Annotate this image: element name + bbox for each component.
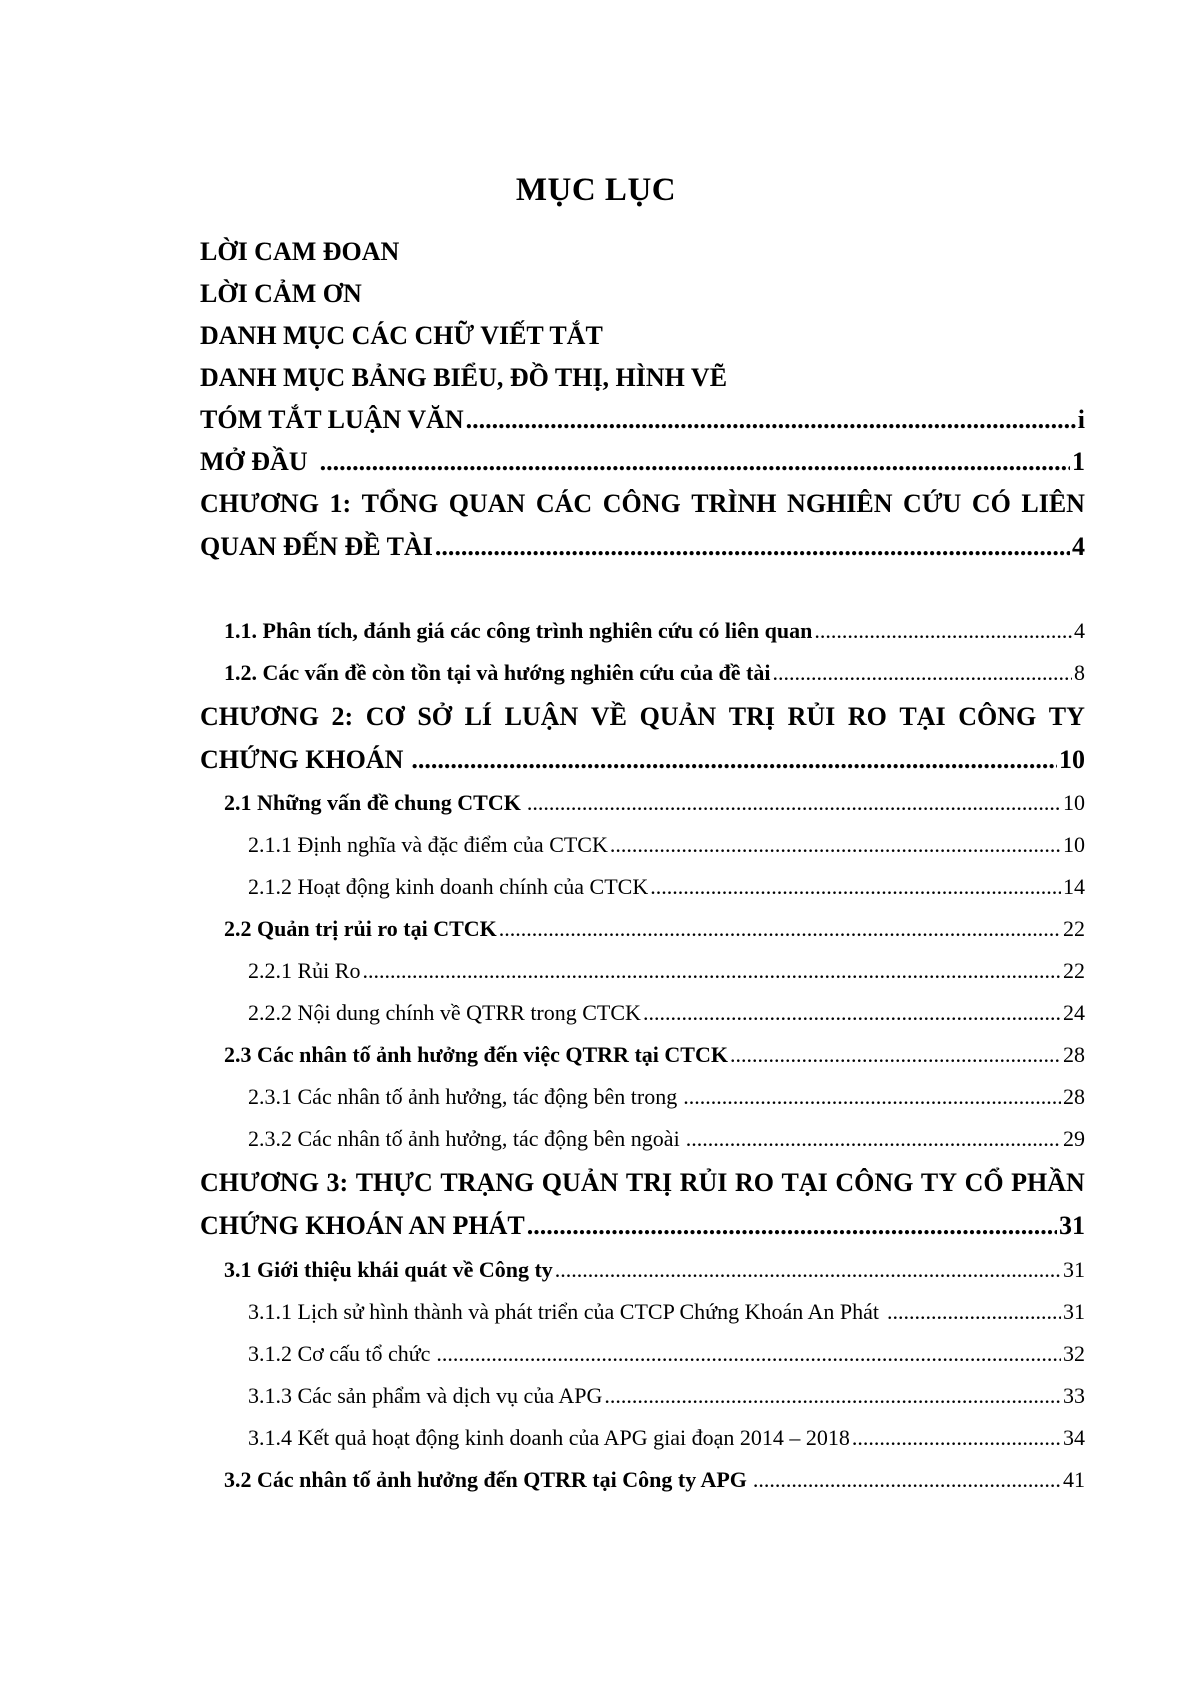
dot-leader	[610, 830, 1061, 860]
toc-section-3-2[interactable]	[224, 1465, 1085, 1495]
dot-leader	[814, 616, 1072, 646]
toc-page-number: 1	[1072, 447, 1085, 476]
dot-leader	[650, 872, 1061, 902]
dot-leader	[499, 914, 1061, 944]
toc-section-3-1[interactable]	[224, 1255, 1085, 1285]
word: CHƯƠNG	[200, 702, 319, 731]
toc-page-number: 10	[1063, 790, 1085, 815]
toc-section-2-3[interactable]	[224, 1040, 1085, 1070]
toc-entry-label: 1.1. Phân tích, đánh giá các công trình nghiên cứu có liên quan	[224, 618, 813, 643]
word: LÍ	[464, 702, 493, 731]
toc-page-number: 31	[1063, 1299, 1085, 1324]
toc-section-2-1[interactable]	[224, 788, 1085, 818]
toc-page-number: 32	[1063, 1341, 1085, 1366]
toc-chapter2-line2[interactable]	[200, 743, 1085, 777]
toc-subsection-2-3-1[interactable]	[248, 1082, 1085, 1112]
toc-entry-label: 3.1.3 Các sản phẩm và dịch vụ của APG	[248, 1383, 603, 1408]
word: VỀ	[590, 702, 628, 731]
toc-page-number: 22	[1063, 916, 1085, 941]
toc-entry-label: LỜI CAM ĐOAN	[200, 237, 400, 266]
toc-page-number: 4	[1074, 618, 1085, 643]
toc-page-number: 31	[1063, 1257, 1085, 1282]
toc-entry-label: 2.3.2 Các nhân tố ảnh hưởng, tác động bên ngoài	[248, 1126, 680, 1151]
toc-entry-label: 2.1.2 Hoạt động kinh doanh chính của CTCK	[248, 874, 649, 899]
page-title: MỤC LỤC	[515, 172, 677, 208]
dot-leader	[753, 1465, 1061, 1495]
toc-page-number: 31	[1059, 1211, 1085, 1240]
toc-chapter1-line2[interactable]	[200, 530, 1085, 564]
toc-entry-label: 2.3.1 Các nhân tố ảnh hưởng, tác động bên trong	[248, 1084, 678, 1109]
word: CÁC	[535, 489, 593, 518]
toc-entry-label: 3.2 Các nhân tố ảnh hưởng đến QTRR tại Công ty APG	[224, 1467, 747, 1492]
word: CÓ	[971, 489, 1011, 518]
dot-leader	[852, 1423, 1061, 1453]
dot-leader	[466, 403, 1076, 437]
toc-entry-label: 2.1.1 Định nghĩa và đặc điểm của CTCK	[248, 832, 608, 857]
toc-entry-label: 2.2.2 Nội dung chính về QTRR trong CTCK	[248, 1000, 641, 1025]
word: PHẦN	[1011, 1168, 1085, 1197]
toc-page-number: 10	[1063, 832, 1085, 857]
dot-leader	[527, 1209, 1057, 1243]
dot-leader	[435, 530, 1070, 564]
word: LIÊN	[1021, 489, 1085, 518]
toc-subsection-3-1-3[interactable]	[248, 1381, 1085, 1411]
dot-leader	[320, 445, 1070, 479]
toc-entry-label: 3.1.4 Kết quả hoạt động kinh doanh của APG giai đoạn 2014 – 2018	[248, 1425, 850, 1450]
word: CHƯƠNG	[200, 489, 319, 518]
word: CHƯƠNG	[200, 1168, 319, 1197]
toc-chapter1-line1[interactable]	[200, 487, 1085, 521]
toc-page-number: 24	[1063, 1000, 1085, 1025]
word: LUẬN	[504, 702, 579, 731]
toc-entry-label: TÓM TẮT LUẬN VĂN	[200, 405, 464, 434]
toc-entry-label: 3.1.1 Lịch sử hình thành và phát triển của CTCP Chứng Khoán An Phát	[248, 1299, 880, 1324]
word: TẠI	[899, 702, 946, 731]
dot-leader	[686, 1124, 1061, 1154]
toc-entry-thanks[interactable]	[200, 277, 1085, 311]
toc-entry-label: CHỨNG KHOÁN AN PHÁT	[200, 1211, 525, 1240]
word: CỔ	[964, 1168, 1004, 1197]
toc-subsection-2-2-1[interactable]	[248, 956, 1085, 986]
toc-entry-label: DANH MỤC BẢNG BIỂU, ĐỒ THỊ, HÌNH VẼ	[200, 363, 728, 392]
word: QUAN	[448, 489, 526, 518]
toc-subsection-3-1-4[interactable]	[248, 1423, 1085, 1453]
toc-entry-label: MỞ ĐẦU	[200, 447, 308, 476]
word: TRẠNG	[440, 1168, 535, 1197]
word: TRỊ	[728, 702, 775, 731]
toc-entry-label: 3.1.2 Cơ cấu tổ chức	[248, 1341, 431, 1366]
word: THỰC	[355, 1168, 433, 1197]
toc-subsection-2-1-2[interactable]	[248, 872, 1085, 902]
toc-entry-summary[interactable]	[200, 403, 1085, 437]
word: TY	[920, 1168, 958, 1197]
word: RO	[847, 702, 887, 731]
word: CÔNG	[958, 702, 1037, 731]
word: QUẢN	[541, 1168, 619, 1197]
word: RỦI	[787, 702, 836, 731]
dot-leader	[555, 1255, 1061, 1285]
toc-entry-label: 2.2 Quản trị rủi ro tại CTCK	[224, 916, 497, 941]
word: 2:	[331, 702, 354, 731]
word: CỨU	[903, 489, 962, 518]
dot-leader	[436, 1339, 1061, 1369]
word: 1:	[329, 489, 352, 518]
word: 3:	[326, 1168, 349, 1197]
toc-page-number: 10	[1059, 745, 1085, 774]
toc-entry-label: DANH MỤC CÁC CHỮ VIẾT TẮT	[200, 321, 603, 350]
toc-chapter3-line2[interactable]	[200, 1209, 1085, 1243]
toc-entry-tables-figures[interactable]	[200, 361, 1085, 395]
toc-entry-abbreviations[interactable]	[200, 319, 1085, 353]
dot-leader	[527, 788, 1061, 818]
toc-subsection-3-1-1[interactable]	[248, 1297, 1085, 1327]
toc-entry-label: 2.2.1 Rủi Ro	[248, 958, 361, 983]
word: RỦI	[679, 1168, 728, 1197]
toc-page-number: 8	[1074, 660, 1085, 685]
toc-page-number: 29	[1063, 1126, 1085, 1151]
toc-entry-label: LỜI CẢM ƠN	[200, 279, 362, 308]
toc-page-number: 34	[1063, 1425, 1085, 1450]
toc-chapter2-line1[interactable]	[200, 700, 1085, 734]
toc-entry-label: 2.1 Những vấn đề chung CTCK	[224, 790, 521, 815]
toc-page-number: 28	[1063, 1042, 1085, 1067]
toc-page-number: 4	[1072, 532, 1085, 561]
word: TY	[1048, 702, 1085, 731]
toc-page-number: 41	[1063, 1467, 1085, 1492]
word: TRÌNH	[691, 489, 777, 518]
toc-section-1-2[interactable]	[224, 658, 1085, 688]
dot-leader	[683, 1082, 1061, 1112]
toc-entry-label: 2.3 Các nhân tố ảnh hưởng đến việc QTRR tại CTCK	[224, 1042, 728, 1067]
toc-page-number: 22	[1063, 958, 1085, 983]
toc-page-number: 14	[1063, 874, 1085, 899]
toc-subsection-2-3-2[interactable]	[248, 1124, 1085, 1154]
dot-leader	[411, 743, 1057, 777]
word: TỔNG	[361, 489, 439, 518]
word: SỞ	[417, 702, 453, 731]
dot-leader	[772, 658, 1072, 688]
toc-section-2-2[interactable]	[224, 914, 1085, 944]
word: TẠI	[781, 1168, 828, 1197]
dot-leader	[730, 1040, 1061, 1070]
toc-chapter3-line1[interactable]	[200, 1166, 1085, 1200]
dot-leader	[604, 1381, 1061, 1411]
word: CÔNG	[835, 1168, 914, 1197]
dot-leader	[887, 1297, 1061, 1327]
dot-leader	[362, 956, 1061, 986]
toc-page-number: 28	[1063, 1084, 1085, 1109]
toc-page-number: 33	[1063, 1383, 1085, 1408]
toc-entry-intro[interactable]	[200, 445, 1085, 479]
toc-section-1-1[interactable]	[224, 616, 1085, 646]
word: CÔNG	[602, 489, 681, 518]
word: QUẢN	[639, 702, 717, 731]
toc-entry-label: 1.2. Các vấn đề còn tồn tại và hướng nghiên cứu của đề tài	[224, 660, 771, 685]
toc-entry-label: CHỨNG KHOÁN	[200, 745, 404, 774]
toc-entry-label: 3.1 Giới thiệu khái quát về Công ty	[224, 1257, 553, 1282]
toc-subsection-2-1-1[interactable]	[248, 830, 1085, 860]
toc-subsection-2-2-2[interactable]	[248, 998, 1085, 1028]
word: TRỊ	[625, 1168, 673, 1197]
dot-leader	[643, 998, 1061, 1028]
word: RO	[734, 1168, 774, 1197]
word: CƠ	[365, 702, 405, 731]
word: NGHIÊN	[787, 489, 893, 518]
toc-entry-commitment[interactable]	[200, 235, 1085, 269]
toc-entry-label: QUAN ĐẾN ĐỀ TÀI	[200, 532, 433, 561]
toc-page-number: i	[1077, 405, 1085, 434]
toc-subsection-3-1-2[interactable]	[248, 1339, 1085, 1369]
